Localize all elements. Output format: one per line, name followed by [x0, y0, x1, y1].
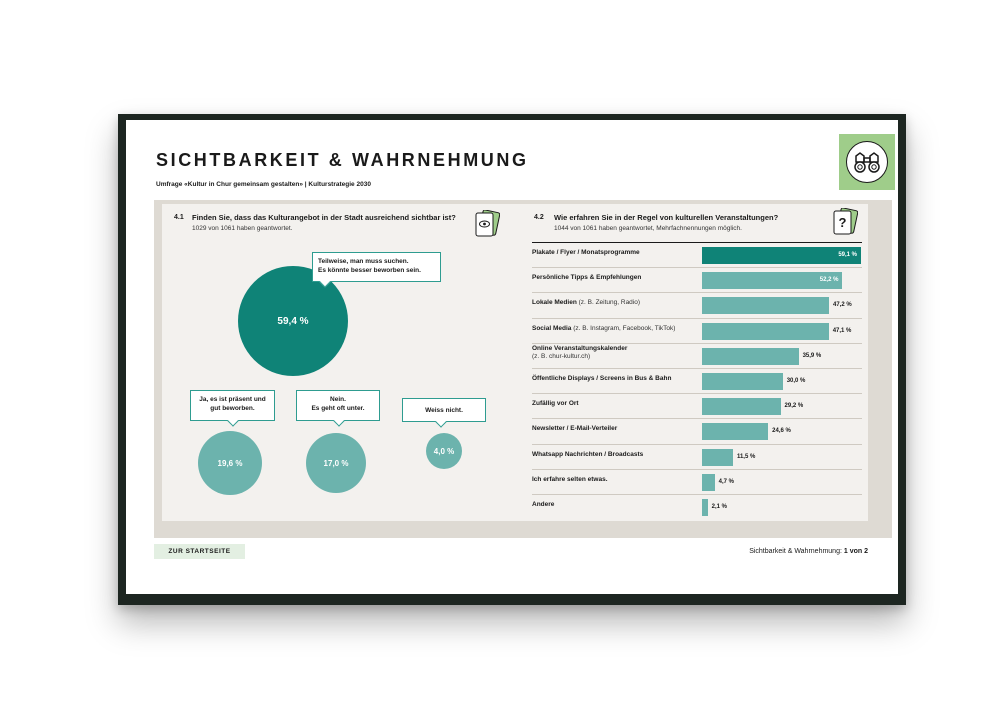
bar-category-note: (z. B. Zeitung, Radio) — [578, 299, 641, 307]
page-title: SICHTBARKEIT & WAHRNEHMUNG — [156, 150, 529, 170]
question-number: 4.2 — [534, 214, 544, 221]
bar-row — [532, 292, 862, 317]
bar-label — [532, 375, 702, 383]
bar-value-label: 47,2 % — [832, 302, 852, 309]
bar-category: Ich erfahre selten etwas. — [532, 475, 608, 483]
pager-label: Sichtbarkeit & Wahrnehmung: — [749, 548, 844, 555]
bar-row — [532, 368, 862, 393]
question-text: Finden Sie, dass das Kulturangebot in der Stadt ausreichend sichtbar ist? — [192, 213, 456, 222]
bar-category-note: (z. B. chur-kultur.ch) — [532, 352, 591, 360]
answer-label: gut beworben. — [210, 405, 255, 412]
bar-category: Online Veranstaltungskalender — [532, 344, 628, 352]
question-card-icon — [832, 208, 858, 236]
answer-circle-yes — [198, 431, 262, 495]
answer-label: Ja, es ist präsent und — [199, 396, 266, 403]
question-text: Wie erfahren Sie in der Regel von kulturellen Veranstaltungen? — [554, 213, 779, 222]
pager-value: 1 von 2 — [843, 548, 868, 555]
answer-bubble-no — [296, 390, 380, 421]
bar — [702, 323, 829, 340]
bar-category: Plakate / Flyer / Monatsprogramme — [532, 249, 640, 256]
binoculars-icon — [847, 142, 887, 182]
question-card-4-1 — [162, 204, 533, 521]
answer-bubble-partly — [312, 252, 441, 282]
bar — [702, 499, 708, 516]
page-indicator — [749, 548, 868, 555]
bar-value-label: 35,9 % — [802, 352, 822, 359]
bar-label — [532, 451, 702, 459]
bar — [702, 398, 781, 415]
bar-label — [532, 400, 702, 408]
answer-bubble-unknown — [402, 398, 486, 422]
bar-label — [532, 476, 702, 484]
page-subtitle: Umfrage «Kultur in Chur gemeinsam gestalten» | Kulturstrategie 2030 — [156, 181, 371, 188]
bar-value-label: 24,6 % — [772, 428, 791, 435]
bar — [702, 423, 768, 440]
answer-circle-unknown — [426, 433, 462, 469]
answer-label: Teilweise, man muss suchen. — [318, 258, 409, 265]
response-count: 1029 von 1061 haben geantwortet. — [192, 225, 293, 232]
bar-category: Andere — [532, 501, 555, 508]
bar-value-label: 52,2 % — [819, 277, 839, 284]
answer-value: 4,0 % — [433, 446, 455, 456]
logo-tile — [839, 134, 895, 190]
question-card-4-2 — [522, 204, 868, 521]
bar-row — [532, 469, 862, 494]
display-frame — [118, 114, 906, 605]
question-number: 4.1 — [174, 214, 184, 221]
answer-value: 19,6 % — [217, 458, 243, 468]
answer-label: Es könnte besser beworben sein. — [318, 267, 421, 274]
answer-circle-partly — [238, 266, 348, 376]
bar-value-label: 30,0 % — [786, 378, 806, 384]
bar-category: Lokale Medien — [532, 299, 577, 307]
bar-label — [532, 249, 702, 257]
response-count: 1044 von 1061 haben geantwortet, Mehrfachnennungen möglich. — [554, 225, 742, 232]
screen — [126, 120, 898, 594]
bar-row — [532, 494, 862, 519]
bar-label — [532, 501, 702, 509]
bar-category: Whatsapp Nachrichten / Broadcasts — [532, 450, 644, 458]
bar-category: Newsletter / E-Mail-Verteiler — [532, 425, 618, 433]
answer-circle-no — [306, 433, 366, 493]
bar-value-label: 2,1 % — [711, 504, 727, 510]
bar — [702, 348, 799, 365]
bar-value-label: 11,5 % — [736, 453, 756, 460]
bar-category: Social Media — [532, 324, 572, 332]
bar-category: Persönliche Tipps & Empfehlungen — [532, 274, 642, 282]
bar-label — [532, 425, 702, 433]
bar-row — [532, 267, 862, 292]
bar-value-label: 29,2 % — [784, 403, 804, 410]
eye-card-icon — [474, 210, 500, 238]
answer-label: Weiss nicht. — [425, 407, 463, 414]
bar — [702, 297, 829, 314]
svg-text:?: ? — [838, 215, 847, 230]
bar-category: Zufällig vor Ort — [532, 400, 579, 408]
bar-row — [532, 444, 862, 469]
bar — [702, 474, 715, 491]
bar-row — [532, 418, 862, 443]
bar-row — [532, 393, 862, 418]
home-button[interactable]: ZUR STARTSEITE — [154, 544, 245, 559]
bar — [702, 449, 733, 466]
bar-row — [532, 242, 862, 267]
logo-ring — [846, 141, 888, 183]
bar-label — [532, 325, 702, 333]
answer-value: 17,0 % — [323, 458, 349, 468]
bar-row — [532, 318, 862, 343]
bar-value-label: 47,1 % — [832, 327, 852, 334]
bar-category: Öffentliche Displays / Screens in Bus & Bahn — [532, 375, 672, 382]
bar-category-note: (z. B. Instagram, Facebook, TikTok) — [573, 324, 676, 332]
bar-label — [532, 345, 702, 361]
answer-label: Es geht oft unter. — [311, 405, 365, 412]
bar-row — [532, 343, 862, 368]
bar-label — [532, 274, 702, 282]
answer-bubble-yes — [190, 390, 275, 421]
bar-value-label: 59,1 % — [838, 252, 857, 258]
answer-value: 59,4 % — [277, 315, 309, 327]
bar-value-label: 4,7 % — [718, 478, 734, 485]
bar — [702, 373, 783, 390]
bar-label — [532, 299, 702, 307]
answer-label: Nein. — [330, 396, 346, 403]
